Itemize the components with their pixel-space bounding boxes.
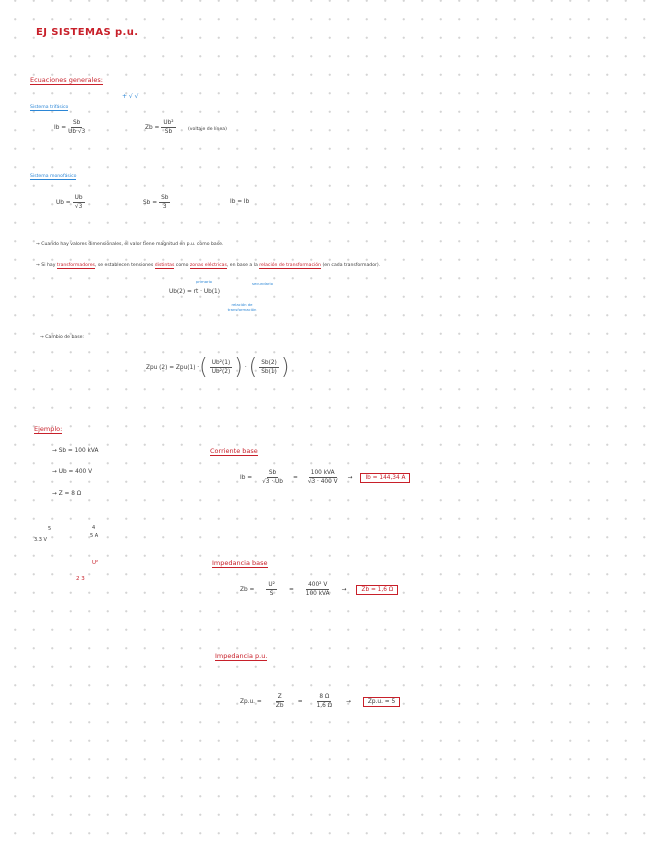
equals-sign: =	[288, 586, 294, 593]
note-text: (en cada transformador).	[320, 263, 381, 268]
note-text: , se establecen tensiones	[94, 263, 155, 268]
scribble-amps: 5 A	[90, 533, 99, 539]
formula-lhs: Ib =	[54, 124, 67, 131]
base-current-formula	[54, 120, 87, 135]
formula-denominator: Ub·√3	[68, 129, 86, 135]
formula-numerator: Ub²	[163, 120, 174, 126]
paren-close: )	[234, 355, 243, 380]
single-phase-current-formula: Ib = Ib	[230, 199, 250, 205]
note-dimensional-values: → Cuando hay valores dimensionales, el valor tiene magnitud en p.u. como base.	[36, 242, 224, 247]
formula-denominator: 1,6 Ω	[316, 703, 333, 709]
scribble-u-squared: U²	[92, 560, 99, 566]
zone-label-ratio: relación de transformación	[227, 302, 257, 312]
single-phase-power-formula	[143, 195, 172, 210]
formula-numerator: Ub²(1)	[211, 360, 231, 366]
formula-numerator: Sb(2)	[261, 360, 277, 366]
formula-lhs: Ub =	[56, 199, 71, 206]
base-current-heading: Corriente base	[210, 447, 258, 455]
formula-lhs: Zpu (2) = Zpu(1) ·	[146, 364, 200, 371]
formula-denominator: √3 · Ub	[262, 479, 283, 485]
general-equations-heading: Ecuaciones generales:	[30, 76, 103, 84]
formula-numerator: 400² V	[308, 582, 328, 588]
scribble-note: + √ √	[122, 93, 139, 100]
formula-denominator: S	[269, 591, 274, 597]
equals-sign: =	[297, 698, 303, 705]
base-change-heading: → Cambio de base:	[40, 335, 84, 340]
arrow-icon: →	[341, 586, 347, 593]
scribble-voltage: 3.3 V	[34, 537, 47, 543]
scribble-two-three: 2 3	[76, 576, 85, 582]
arrow-icon: →	[346, 698, 351, 705]
formula-lhs: Ib =	[240, 474, 253, 481]
formula-lhs: Zp.u. =	[240, 698, 262, 705]
formula-numerator: 100 kVA	[310, 470, 335, 476]
formula-denominator: 3	[162, 204, 167, 210]
page-title: EJ SISTEMAS p.u.	[36, 27, 139, 38]
formula-numerator: Z	[277, 694, 282, 700]
formula-lhs: Zb =	[145, 124, 160, 131]
base-impedance-result: Zb = 1,6 Ω	[356, 585, 398, 595]
formula-denominator: 100 kVA	[305, 591, 330, 597]
base-current-calculation	[240, 470, 410, 485]
formula-denominator: √3	[74, 204, 83, 210]
base-change-formula	[146, 355, 289, 380]
scribble-five: 5	[48, 526, 52, 532]
base-current-result: Ib = 144,34 A	[360, 473, 410, 483]
pu-impedance-result: Zp.u. = 5	[363, 697, 400, 707]
multiply-dot: ·	[244, 364, 247, 371]
given-voltage: → Ub = 400 V	[52, 469, 93, 475]
single-phase-heading: Sistema monofásico	[30, 174, 77, 179]
formula-numerator: 8 Ω	[319, 694, 330, 700]
equals-sign: =	[292, 474, 298, 481]
note-highlight-zones: zonas eléctricas	[189, 263, 227, 268]
base-impedance-formula	[145, 120, 178, 135]
formula-numerator: Sb	[161, 195, 169, 201]
line-voltage-note: (voltaje de línea)	[188, 127, 227, 132]
given-power: → Sb = 100 kVA	[52, 448, 99, 454]
formula-numerator: Ub	[74, 195, 83, 201]
zone-voltage-formula: Ub(2) = rt · Ub(1)	[169, 289, 220, 295]
zone-label-secondary: secundario	[252, 281, 273, 286]
paren-close: )	[280, 355, 290, 380]
note-text: , en base a la	[226, 263, 260, 268]
formula-numerator: Sb	[72, 120, 81, 126]
base-impedance-calculation	[240, 582, 398, 597]
pu-impedance-heading: Impedancia p.u.	[215, 652, 268, 660]
note-highlight-transformers: transformadores	[56, 263, 95, 268]
formula-numerator: U²	[268, 582, 275, 588]
arrow-icon: →	[347, 474, 353, 481]
note-transformers	[36, 263, 380, 268]
note-highlight-ratio: relación de transformación	[259, 263, 321, 268]
given-impedance: → Z = 8 Ω	[52, 491, 82, 497]
zone-label-primary: primario	[196, 279, 212, 284]
note-text: → Si hay	[36, 263, 57, 268]
paren-open: (	[199, 355, 208, 380]
single-phase-voltage-formula	[56, 195, 87, 210]
note-highlight-distinct: distintas	[154, 263, 175, 268]
formula-denominator: Sb(1)	[261, 369, 277, 375]
paren-open: (	[248, 355, 258, 380]
note-text: como	[174, 263, 190, 268]
formula-lhs: Zb =	[240, 586, 255, 593]
scribble-four: 4	[92, 525, 96, 531]
formula-numerator: Sb	[268, 470, 277, 476]
base-impedance-heading: Impedancia base	[212, 559, 268, 567]
pu-impedance-calculation	[240, 694, 400, 709]
three-phase-heading: Sistema trifásico	[30, 105, 69, 110]
formula-denominator: √3 · 400 V	[307, 479, 338, 485]
formula-denominator: Sb	[164, 129, 173, 135]
formula-denominator: Zb	[275, 703, 284, 709]
formula-denominator: Ub²(2)	[211, 369, 231, 375]
example-heading: Ejemplo:	[34, 425, 63, 433]
formula-lhs: Sb =	[143, 199, 158, 206]
